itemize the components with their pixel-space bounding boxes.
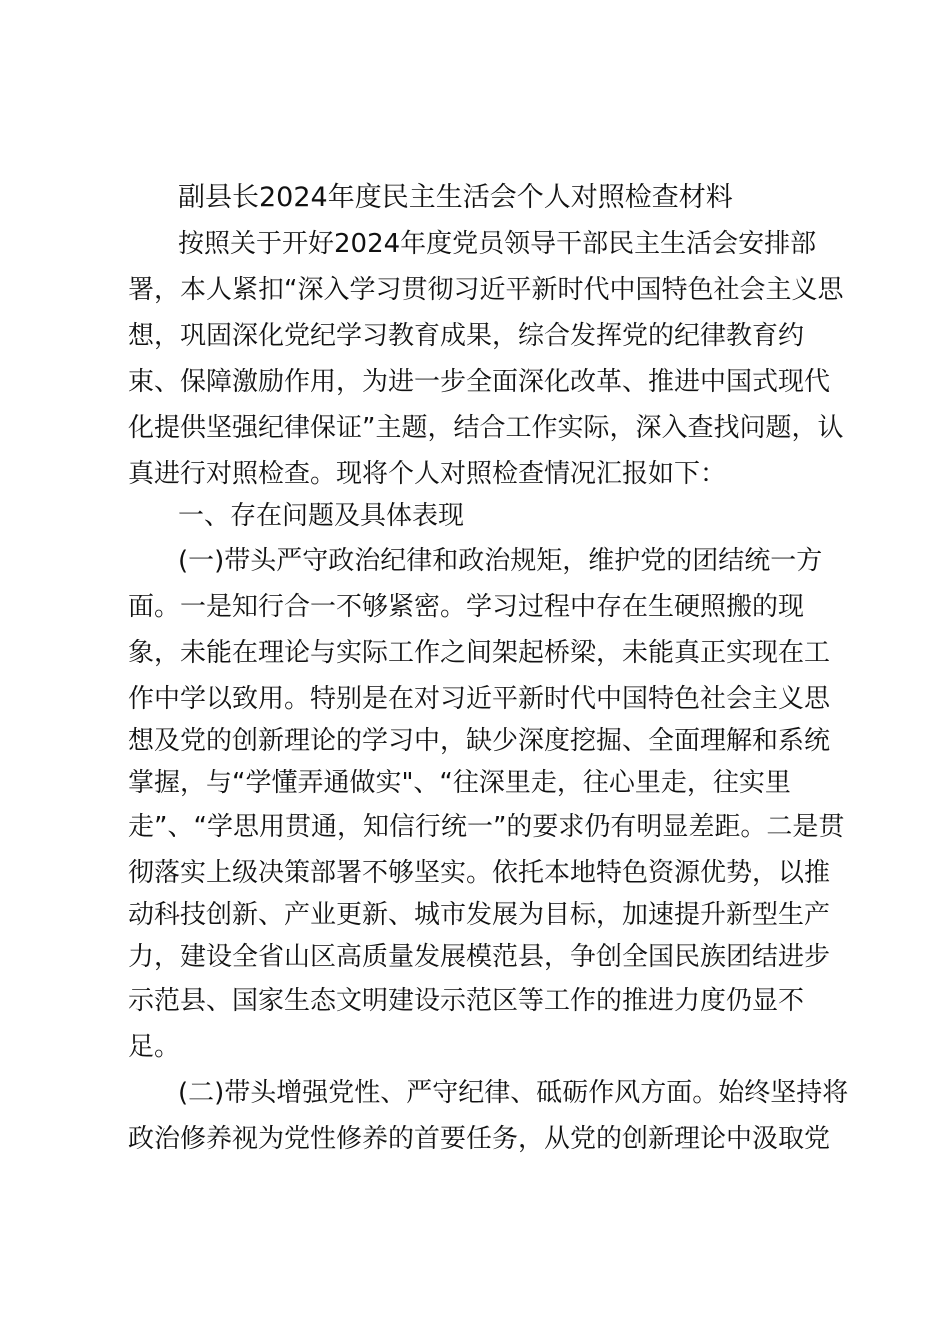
paragraph-line: 走”、“学思用贯通，知信行统一”的要求仍有明显差距。二是贯 (128, 812, 845, 842)
paragraph-line: 真进行对照检查。现将个人对照检查情况汇报如下： (128, 459, 727, 489)
paragraph-line: 掌握，与“学懂弄通做实"、“往深里走，往心里走，往实里 (128, 768, 791, 798)
paragraph-line: (一)带头严守政治纪律和政治规矩，维护党的团结统一方 (178, 546, 823, 576)
paragraph-line: 象，未能在理论与实际工作之间架起桥梁，未能真正实现在工 (128, 638, 831, 668)
paragraph-line: 面。一是知行合一不够紧密。学习过程中存在生硬照搬的现 (128, 592, 805, 622)
paragraph-line: 力，建设全省山区高质量发展模范县，争创全国民族团结进步 (128, 942, 831, 972)
paragraph-line: 政治修养视为党性修养的首要任务，从党的创新理论中汲取党 (128, 1124, 831, 1154)
paragraph-line: 示范县、国家生态文明建设示范区等工作的推进力度仍显不 (128, 986, 805, 1016)
paragraph-line: 动科技创新、产业更新、城市发展为目标，加速提升新型生产 (128, 900, 831, 930)
document-title: 副县长2024年度民主生活会个人对照检查材料 (178, 182, 733, 213)
paragraph-line: 化提供坚强纪律保证”主题，结合工作实际，深入查找问题，认 (128, 413, 844, 443)
paragraph-line: 足。 (128, 1032, 181, 1062)
paragraph-line: 署，本人紧扣“深入学习贯彻习近平新时代中国特色社会主义思 (128, 275, 844, 305)
paragraph-line: 想，巩固深化党纪学习教育成果，综合发挥党的纪律教育约 (128, 321, 805, 351)
paragraph-line: 按照关于开好2024年度党员领导干部民主生活会安排部 (178, 229, 817, 259)
paragraph-line: 想及党的创新理论的学习中，缺少深度挖掘、全面理解和系统 (128, 726, 831, 756)
paragraph-line: 彻落实上级决策部署不够坚实。依托本地特色资源优势，以推 (128, 858, 831, 888)
section-heading: 一、存在问题及具体表现 (178, 501, 465, 531)
paragraph-line: 作中学以致用。特别是在对习近平新时代中国特色社会主义思 (128, 684, 831, 714)
paragraph-line: 束、保障激励作用，为进一步全面深化改革、推进中国式现代 (128, 367, 831, 397)
paragraph-line: (二)带头增强党性、严守纪律、砥砺作风方面。始终坚持将 (178, 1078, 849, 1108)
